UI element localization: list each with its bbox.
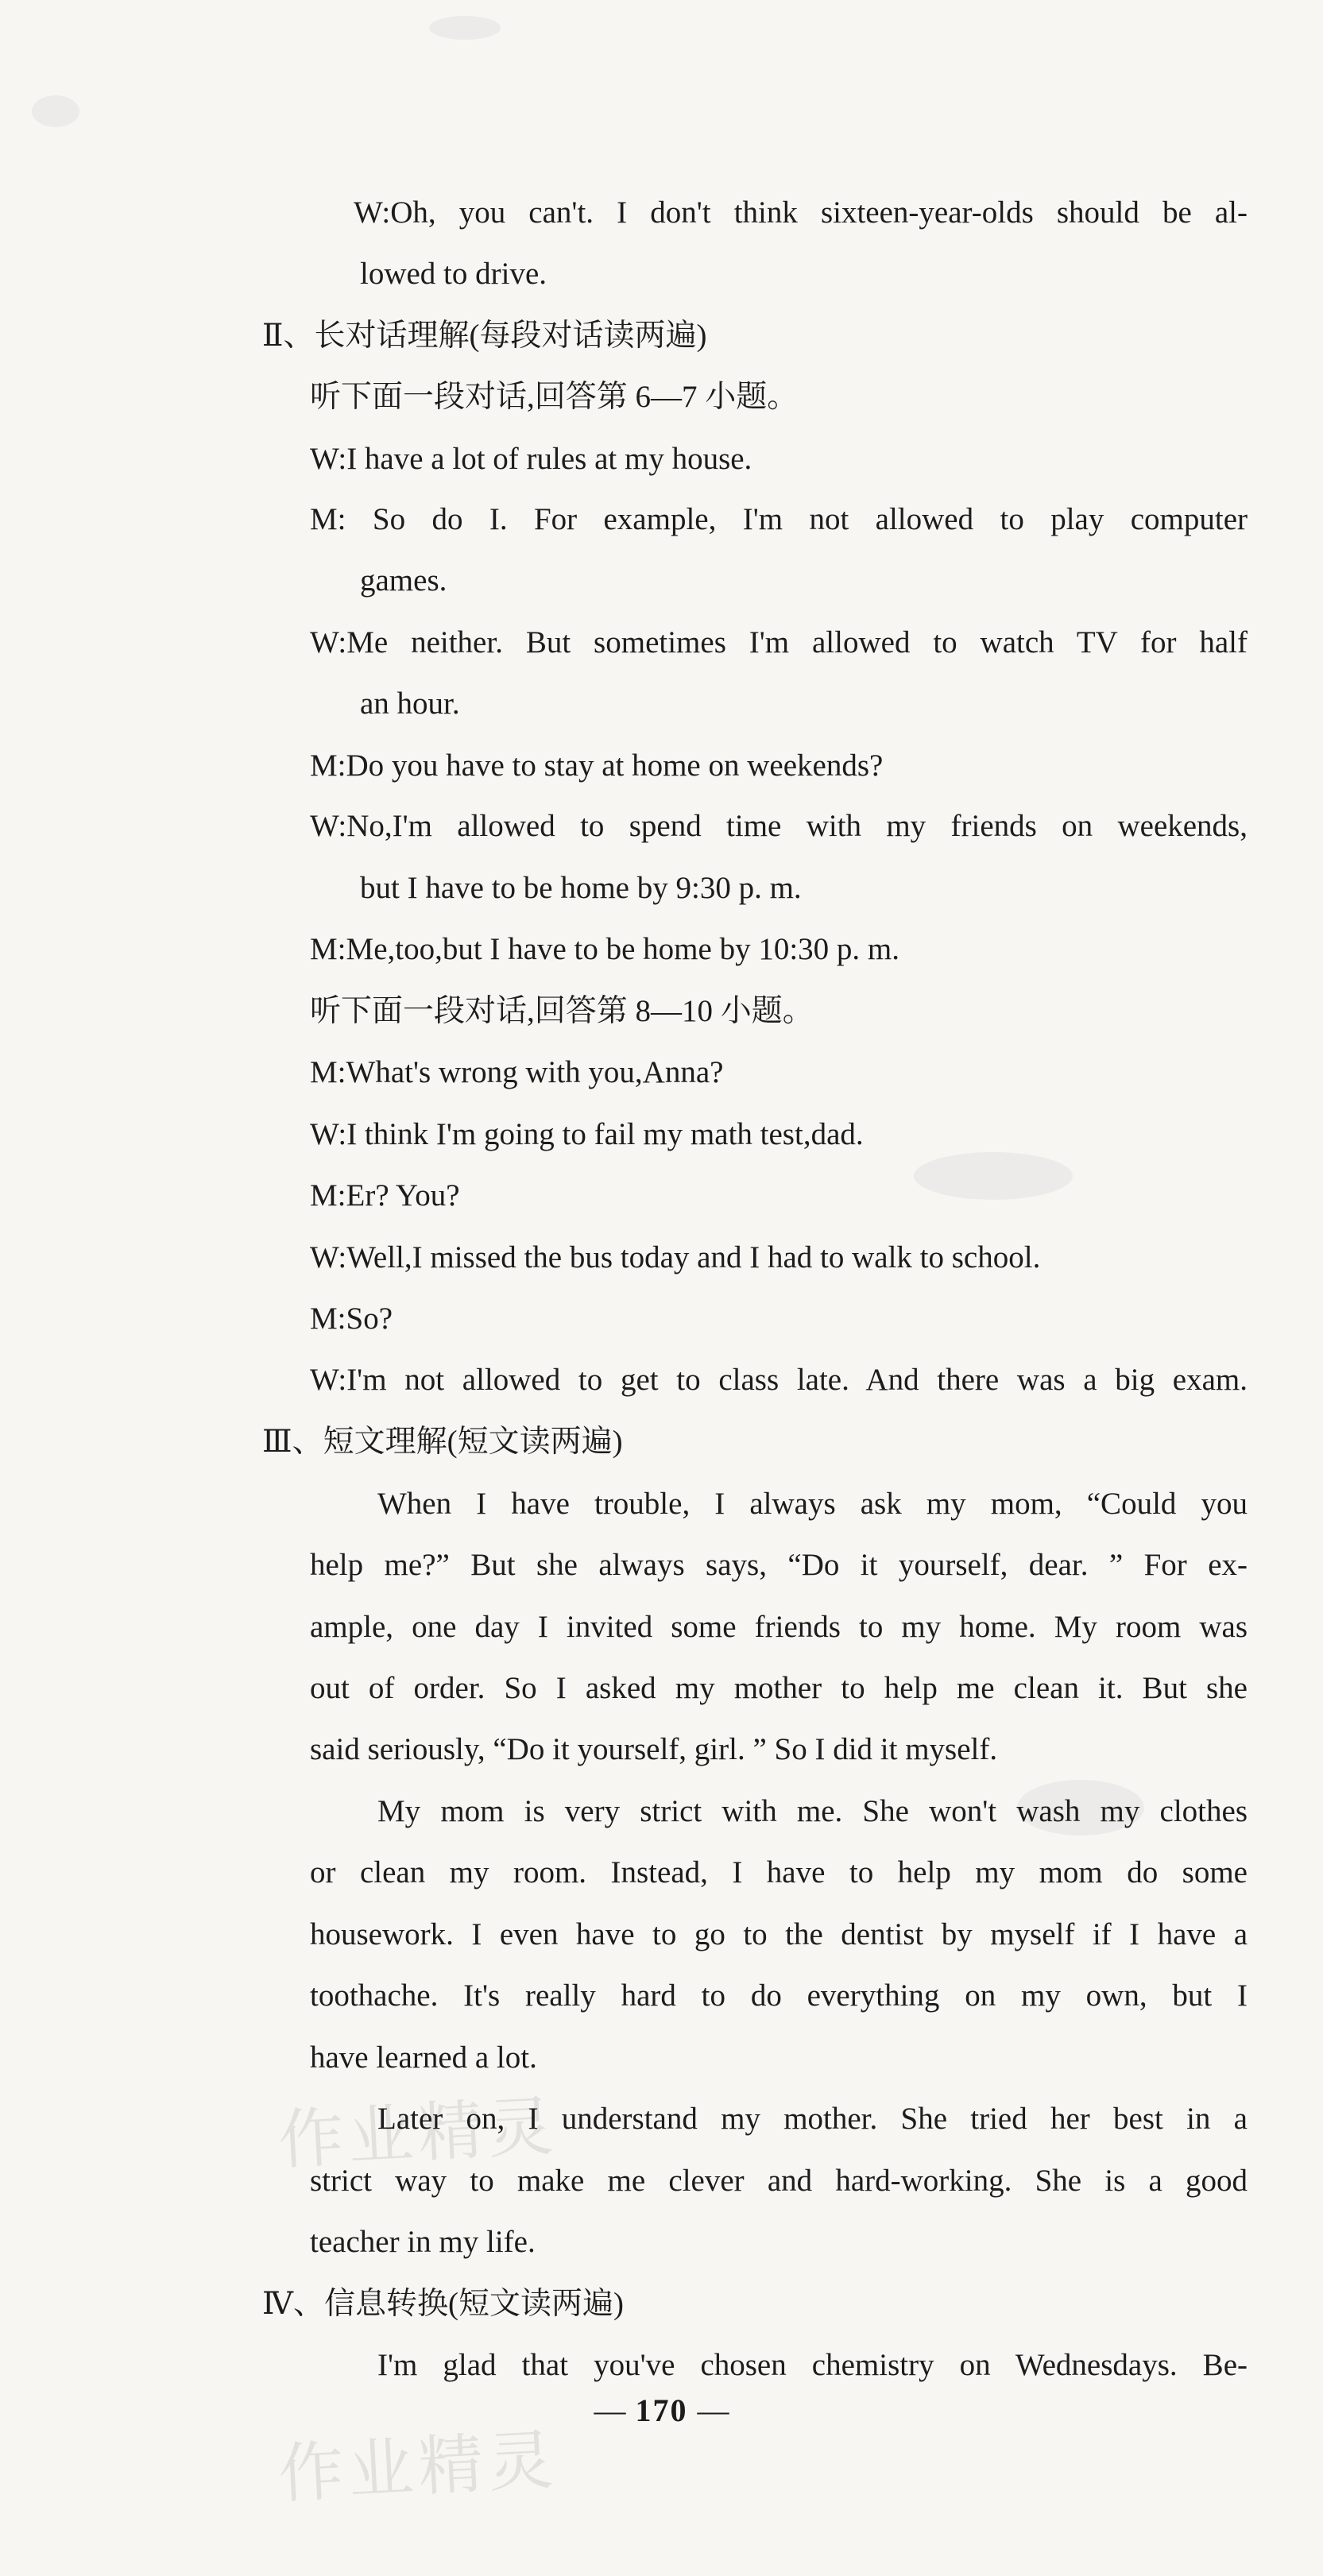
passage-line: ample, one day I invited some friends to my home. My room was xyxy=(310,1610,1248,1644)
passage-line: or clean my room. Instead, I have to help my mom do some xyxy=(310,1855,1248,1889)
dialogue-line: W:Well,I missed the bus today and I had to walk to school. xyxy=(310,1240,1041,1274)
passage-line: Later on, I understand my mother. She tried her best in a xyxy=(377,2102,1248,2136)
page-number-value: 170 xyxy=(635,2392,688,2428)
dialogue-line: M:Me,too,but I have to be home by 10:30 p. m. xyxy=(310,932,899,966)
page-number-dash-right: — xyxy=(697,2392,729,2428)
dialogue-line: W:I'm not allowed to get to class late. And there was a big exam. xyxy=(310,1363,1248,1397)
dialogue-line: M:Er? You? xyxy=(310,1178,460,1213)
passage-line: said seriously, “Do it yourself, girl. ” So I did it myself. xyxy=(310,1732,998,1766)
dialogue-line: M: So do I. For example, I'm not allowed to play computer xyxy=(310,502,1248,536)
watermark-top: 作业精灵 xyxy=(277,2088,560,2180)
dialogue-line: games. xyxy=(360,563,447,598)
dialogue-line: M:What's wrong with you,Anna? xyxy=(310,1055,724,1089)
passage-line: out of order. So I asked my mother to help me clean it. But she xyxy=(310,1671,1248,1705)
dialogue-line: but I have to be home by 9:30 p. m. xyxy=(360,871,802,905)
dialogue-line: W:I think I'm going to fail my math test,dad. xyxy=(310,1117,864,1151)
dialogue-line: M:Do you have to stay at home on weekends? xyxy=(310,748,884,783)
section-heading-3: Ⅲ、短文理解(短文读两遍) xyxy=(262,1425,623,1459)
section-heading-2: Ⅱ、长对话理解(每段对话读两遍) xyxy=(262,319,707,353)
paper-speck xyxy=(914,1152,1073,1200)
dialogue-instruction: 听下面一段对话,回答第 8—10 小题。 xyxy=(310,994,814,1028)
passage-line: I'm glad that you've chosen chemistry on Wednesdays. Be- xyxy=(377,2348,1248,2382)
dialogue-line: an hour. xyxy=(360,687,460,721)
passage-line: My mom is very strict with me. She won't wash my clothes xyxy=(377,1794,1248,1828)
passage-line: When I have trouble, I always ask my mom, “Could you xyxy=(377,1487,1248,1521)
dialogue-instruction: 听下面一段对话,回答第 6—7 小题。 xyxy=(310,380,799,414)
page-number-dash-left: — xyxy=(594,2392,626,2428)
dialogue-line: W:I have a lot of rules at my house. xyxy=(310,442,752,476)
passage-line: help me?” But she always says, “Do it yourself, dear. ” For ex- xyxy=(310,1548,1248,1582)
passage-line: have learned a lot. xyxy=(310,2040,537,2075)
dialogue-line: W:No,I'm allowed to spend time with my friends on weekends, xyxy=(310,809,1248,843)
dialogue-line: W:Oh, you can't. I don't think sixteen-year-olds should be al- xyxy=(354,195,1248,230)
passage-line: toothache. It's really hard to do everything on my own, but I xyxy=(310,1978,1248,2013)
dialogue-line: W:Me neither. But sometimes I'm allowed to watch TV for half xyxy=(310,625,1248,659)
dialogue-line: M:So? xyxy=(310,1302,393,1336)
section-heading-4: Ⅳ、信息转换(短文读两遍) xyxy=(262,2287,624,2321)
passage-line: housework. I even have to go to the dentist by myself if I have a xyxy=(310,1917,1248,1951)
watermark-bottom: 作业精灵 xyxy=(277,2422,560,2513)
paper-speck xyxy=(32,95,79,127)
dialogue-line: lowed to drive. xyxy=(360,257,547,291)
paper-speck xyxy=(429,16,501,40)
passage-line: strict way to make me clever and hard-working. She is a good xyxy=(310,2164,1248,2198)
page-number xyxy=(0,2392,1323,2429)
passage-line: teacher in my life. xyxy=(310,2225,536,2259)
